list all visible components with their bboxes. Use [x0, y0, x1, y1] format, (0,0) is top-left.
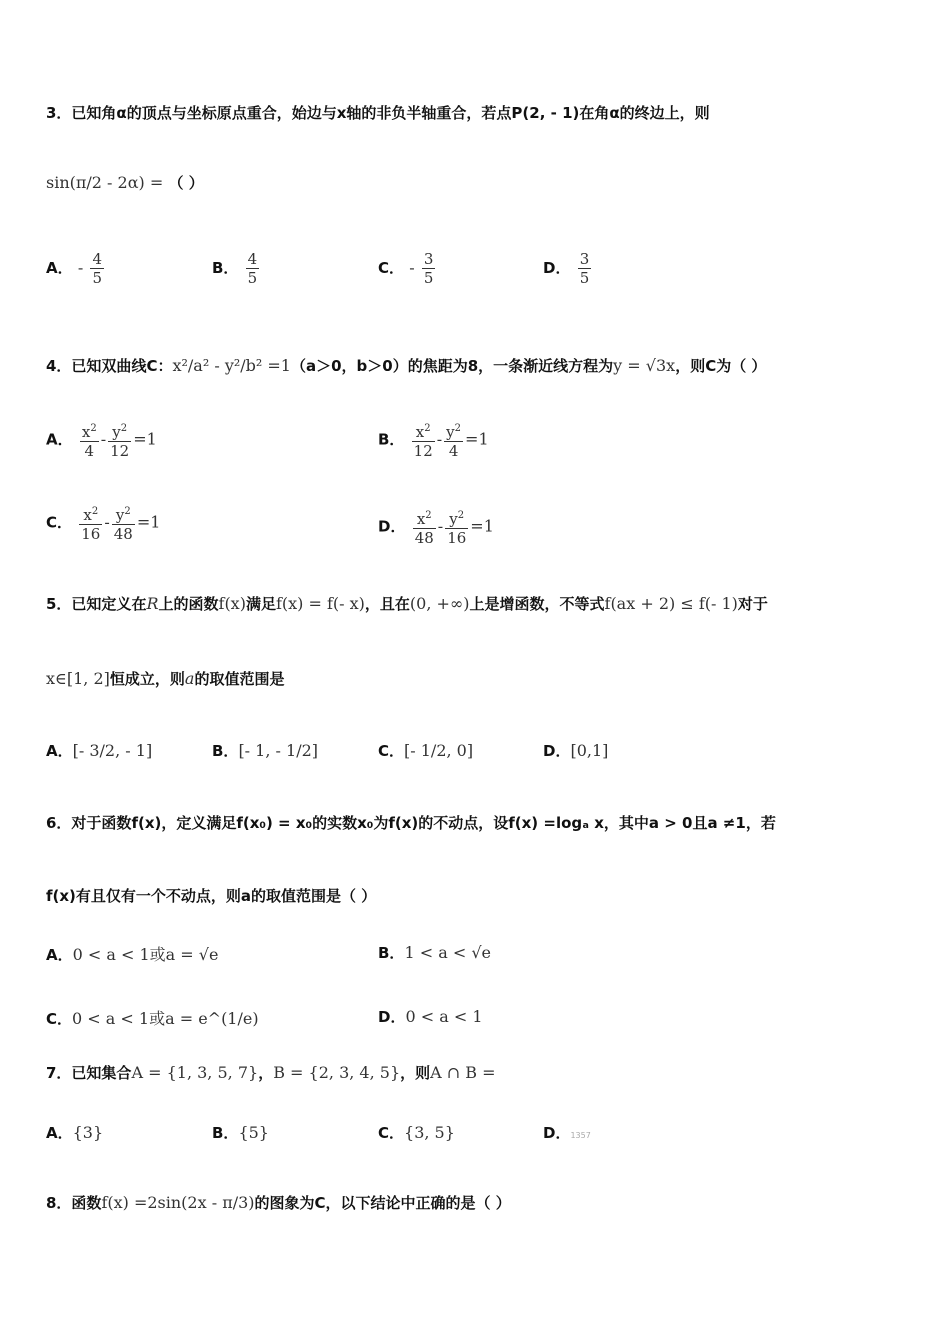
question-4-option-a[interactable]: A． $\frac{x^2}{4}$ - $\frac{y^2}{12}$ =1 — [46, 420, 157, 460]
option-text: {5} — [238, 1123, 269, 1142]
math: R — [146, 594, 159, 613]
fraction-y: $\frac{y^2}{4}$ — [444, 420, 463, 460]
option-label: A． — [46, 430, 73, 449]
numerator: 4 — [92, 250, 103, 268]
math: a — [184, 669, 195, 688]
option-label: C． — [378, 742, 405, 760]
denominator: 16 — [447, 529, 467, 547]
option-label: C． — [46, 1010, 73, 1028]
fraction-x: $\frac{x^2}{16}$ — [79, 503, 102, 543]
math: f(ax + 2) ≤ f(- 1) — [604, 594, 738, 613]
question-5-option-d[interactable] — [543, 740, 608, 761]
option-text: 0 < a < 1或a = e^(1/e) — [72, 1009, 259, 1028]
option-label: B． — [378, 430, 405, 449]
denominator: 5 — [92, 269, 103, 287]
option-text: 0 < a < 1或a = √e — [72, 945, 219, 964]
question-5-option-b[interactable] — [212, 740, 318, 761]
intersection: A ∩ B = — [430, 1063, 496, 1082]
option-text: 1 < a < √e — [404, 943, 491, 962]
numerator: 3 — [579, 250, 590, 268]
option-sign: - — [409, 258, 415, 277]
fraction-y: $\frac{y^2}{48}$ — [112, 503, 135, 543]
set-b: B = {2, 3, 4, 5} — [273, 1063, 401, 1082]
text: ，则 — [400, 1064, 431, 1082]
denominator: 5 — [423, 269, 434, 287]
denominator: 16 — [81, 525, 101, 543]
option-text: [- 1/2, 0] — [404, 741, 474, 760]
option-text: [0,1] — [570, 741, 609, 760]
fraction — [422, 250, 436, 287]
numerator: 4 — [247, 250, 258, 268]
fraction-x: $\frac{x^2}{48}$ — [413, 507, 436, 547]
set-a: A = {1, 3, 5, 7} — [131, 1063, 259, 1082]
option-text: [- 1, - 1/2] — [238, 741, 319, 760]
option-label: D． — [543, 259, 571, 277]
option-label: B． — [212, 259, 239, 277]
question-4-stem — [46, 355, 766, 376]
question-4-option-d[interactable]: D． $\frac{x^2}{48}$ - $\frac{y^2}{16}$ =1 — [378, 507, 494, 547]
question-3-paren: （ ） — [168, 174, 204, 192]
fraction-x: $\frac{x^2}{12}$ — [412, 420, 435, 460]
option-label: D． — [378, 1008, 406, 1026]
question-4-suffix: ，则C为（ ） — [675, 357, 767, 375]
option-label: D． — [543, 1124, 571, 1142]
math: f(x) = f(- x) — [275, 594, 365, 613]
option-label: B． — [212, 1124, 239, 1142]
question-4-option-b[interactable]: B． $\frac{x^2}{12}$ - $\frac{y^2}{4}$ =1 — [378, 420, 489, 460]
option-label: D． — [378, 517, 406, 536]
text: 恒成立，则 — [109, 670, 185, 688]
option-label: C． — [378, 259, 405, 277]
question-5-line2 — [46, 668, 284, 689]
question-5-option-c[interactable] — [378, 740, 473, 761]
question-6-option-a[interactable] — [46, 942, 218, 965]
option-text: {3} — [72, 1123, 104, 1142]
text: ，且在 — [364, 595, 410, 613]
question-8-stem — [46, 1192, 511, 1213]
question-6-line2-row — [46, 885, 376, 906]
math: (0, +∞) — [409, 594, 470, 613]
question-3-line1: 3．已知角α的顶点与坐标原点重合，始边与x轴的非负半轴重合，若点P(2, - 1)在角α的终边上，则 — [46, 104, 710, 122]
question-6-option-d[interactable] — [378, 1006, 483, 1027]
text: 对于 — [737, 595, 768, 613]
question-3-stem — [46, 102, 710, 123]
option-label: A． — [46, 742, 73, 760]
question-6-line1: 6．对于函数f(x)，定义满足f(x₀) = x₀的实数x₀为f(x)的不动点，设f(x) =logₐ x，其中a > 0且a ≠1，若 — [46, 814, 776, 832]
denominator: 4 — [448, 442, 459, 460]
fraction — [246, 250, 260, 287]
option-label: B． — [378, 944, 405, 962]
question-7-stem — [46, 1062, 496, 1083]
option-text: {3, 5} — [404, 1123, 455, 1142]
question-3-option-b[interactable] — [212, 250, 261, 287]
question-6-option-c[interactable] — [46, 1006, 259, 1029]
denominator: 12 — [110, 442, 130, 460]
option-label: A． — [46, 1124, 73, 1142]
fraction-y: $\frac{y^2}{16}$ — [445, 507, 468, 547]
text: 的取值范围是 — [194, 670, 285, 688]
option-label: B． — [212, 742, 239, 760]
question-3-option-d[interactable] — [543, 250, 593, 287]
option-text: [- 3/2, - 1] — [72, 741, 153, 760]
option-label: A． — [46, 946, 73, 964]
option-label: C． — [378, 1124, 405, 1142]
question-3-option-a[interactable] — [46, 250, 106, 287]
denominator: 4 — [84, 442, 95, 460]
question-7-option-c[interactable] — [378, 1122, 455, 1143]
denominator: 48 — [414, 529, 434, 547]
question-7-option-b[interactable] — [212, 1122, 269, 1143]
option-text: 0 < a < 1 — [405, 1007, 483, 1026]
option-label: A． — [46, 259, 73, 277]
text: 上的函数 — [158, 595, 219, 613]
question-4-prefix: 4．已知双曲线C： — [46, 357, 173, 375]
text: 7．已知集合 — [46, 1064, 132, 1082]
text: 5．已知定义在 — [46, 595, 147, 613]
question-6-option-b[interactable] — [378, 942, 491, 963]
question-4-middle: （a＞0，b＞0）的焦距为8，一条渐近线方程为 — [290, 357, 614, 375]
text: 8．函数 — [46, 1194, 102, 1212]
question-7-option-a[interactable] — [46, 1122, 103, 1143]
option-label: C． — [46, 513, 73, 532]
fraction — [578, 250, 592, 287]
fraction-x: $\frac{x^2}{4}$ — [80, 420, 99, 460]
math: x∈[1, 2] — [46, 669, 110, 688]
text: ， — [258, 1064, 274, 1082]
fraction-y: $\frac{y^2}{12}$ — [108, 420, 131, 460]
denominator: 5 — [579, 269, 590, 287]
question-5-stem — [46, 593, 768, 614]
question-3-option-c[interactable] — [378, 250, 437, 287]
text: 满足 — [245, 595, 276, 613]
question-6-line2: f(x)有且仅有一个不动点，则a的取值范围是（ ） — [46, 887, 377, 905]
text: 的图象为C，以下结论中正确的是（ ） — [254, 1194, 511, 1212]
fraction — [90, 250, 104, 287]
question-4-option-c[interactable]: C． $\frac{x^2}{16}$ - $\frac{y^2}{48}$ =1 — [46, 503, 160, 543]
option-text: 1357 — [570, 1131, 591, 1140]
option-sign: - — [77, 258, 84, 277]
option-label: D． — [543, 742, 571, 760]
question-7-option-d[interactable] — [543, 1122, 591, 1143]
math: f(x) — [218, 594, 246, 613]
question-4-equation: x²/a² - y²/b² =1 — [172, 356, 291, 375]
denominator: 12 — [413, 442, 433, 460]
text: 上是增函数，不等式 — [469, 595, 605, 613]
question-3-sin-expression: sin(π/2 - 2α) = — [46, 173, 164, 192]
question-6-stem — [46, 812, 776, 833]
function: f(x) =2sin(2x - π/3) — [101, 1193, 255, 1212]
question-3-expression — [46, 172, 204, 193]
question-4-asymptote: y = √3x — [613, 356, 676, 375]
denominator: 5 — [247, 269, 258, 287]
denominator: 48 — [113, 525, 133, 543]
question-5-option-a[interactable] — [46, 740, 152, 761]
numerator: 3 — [423, 250, 434, 268]
